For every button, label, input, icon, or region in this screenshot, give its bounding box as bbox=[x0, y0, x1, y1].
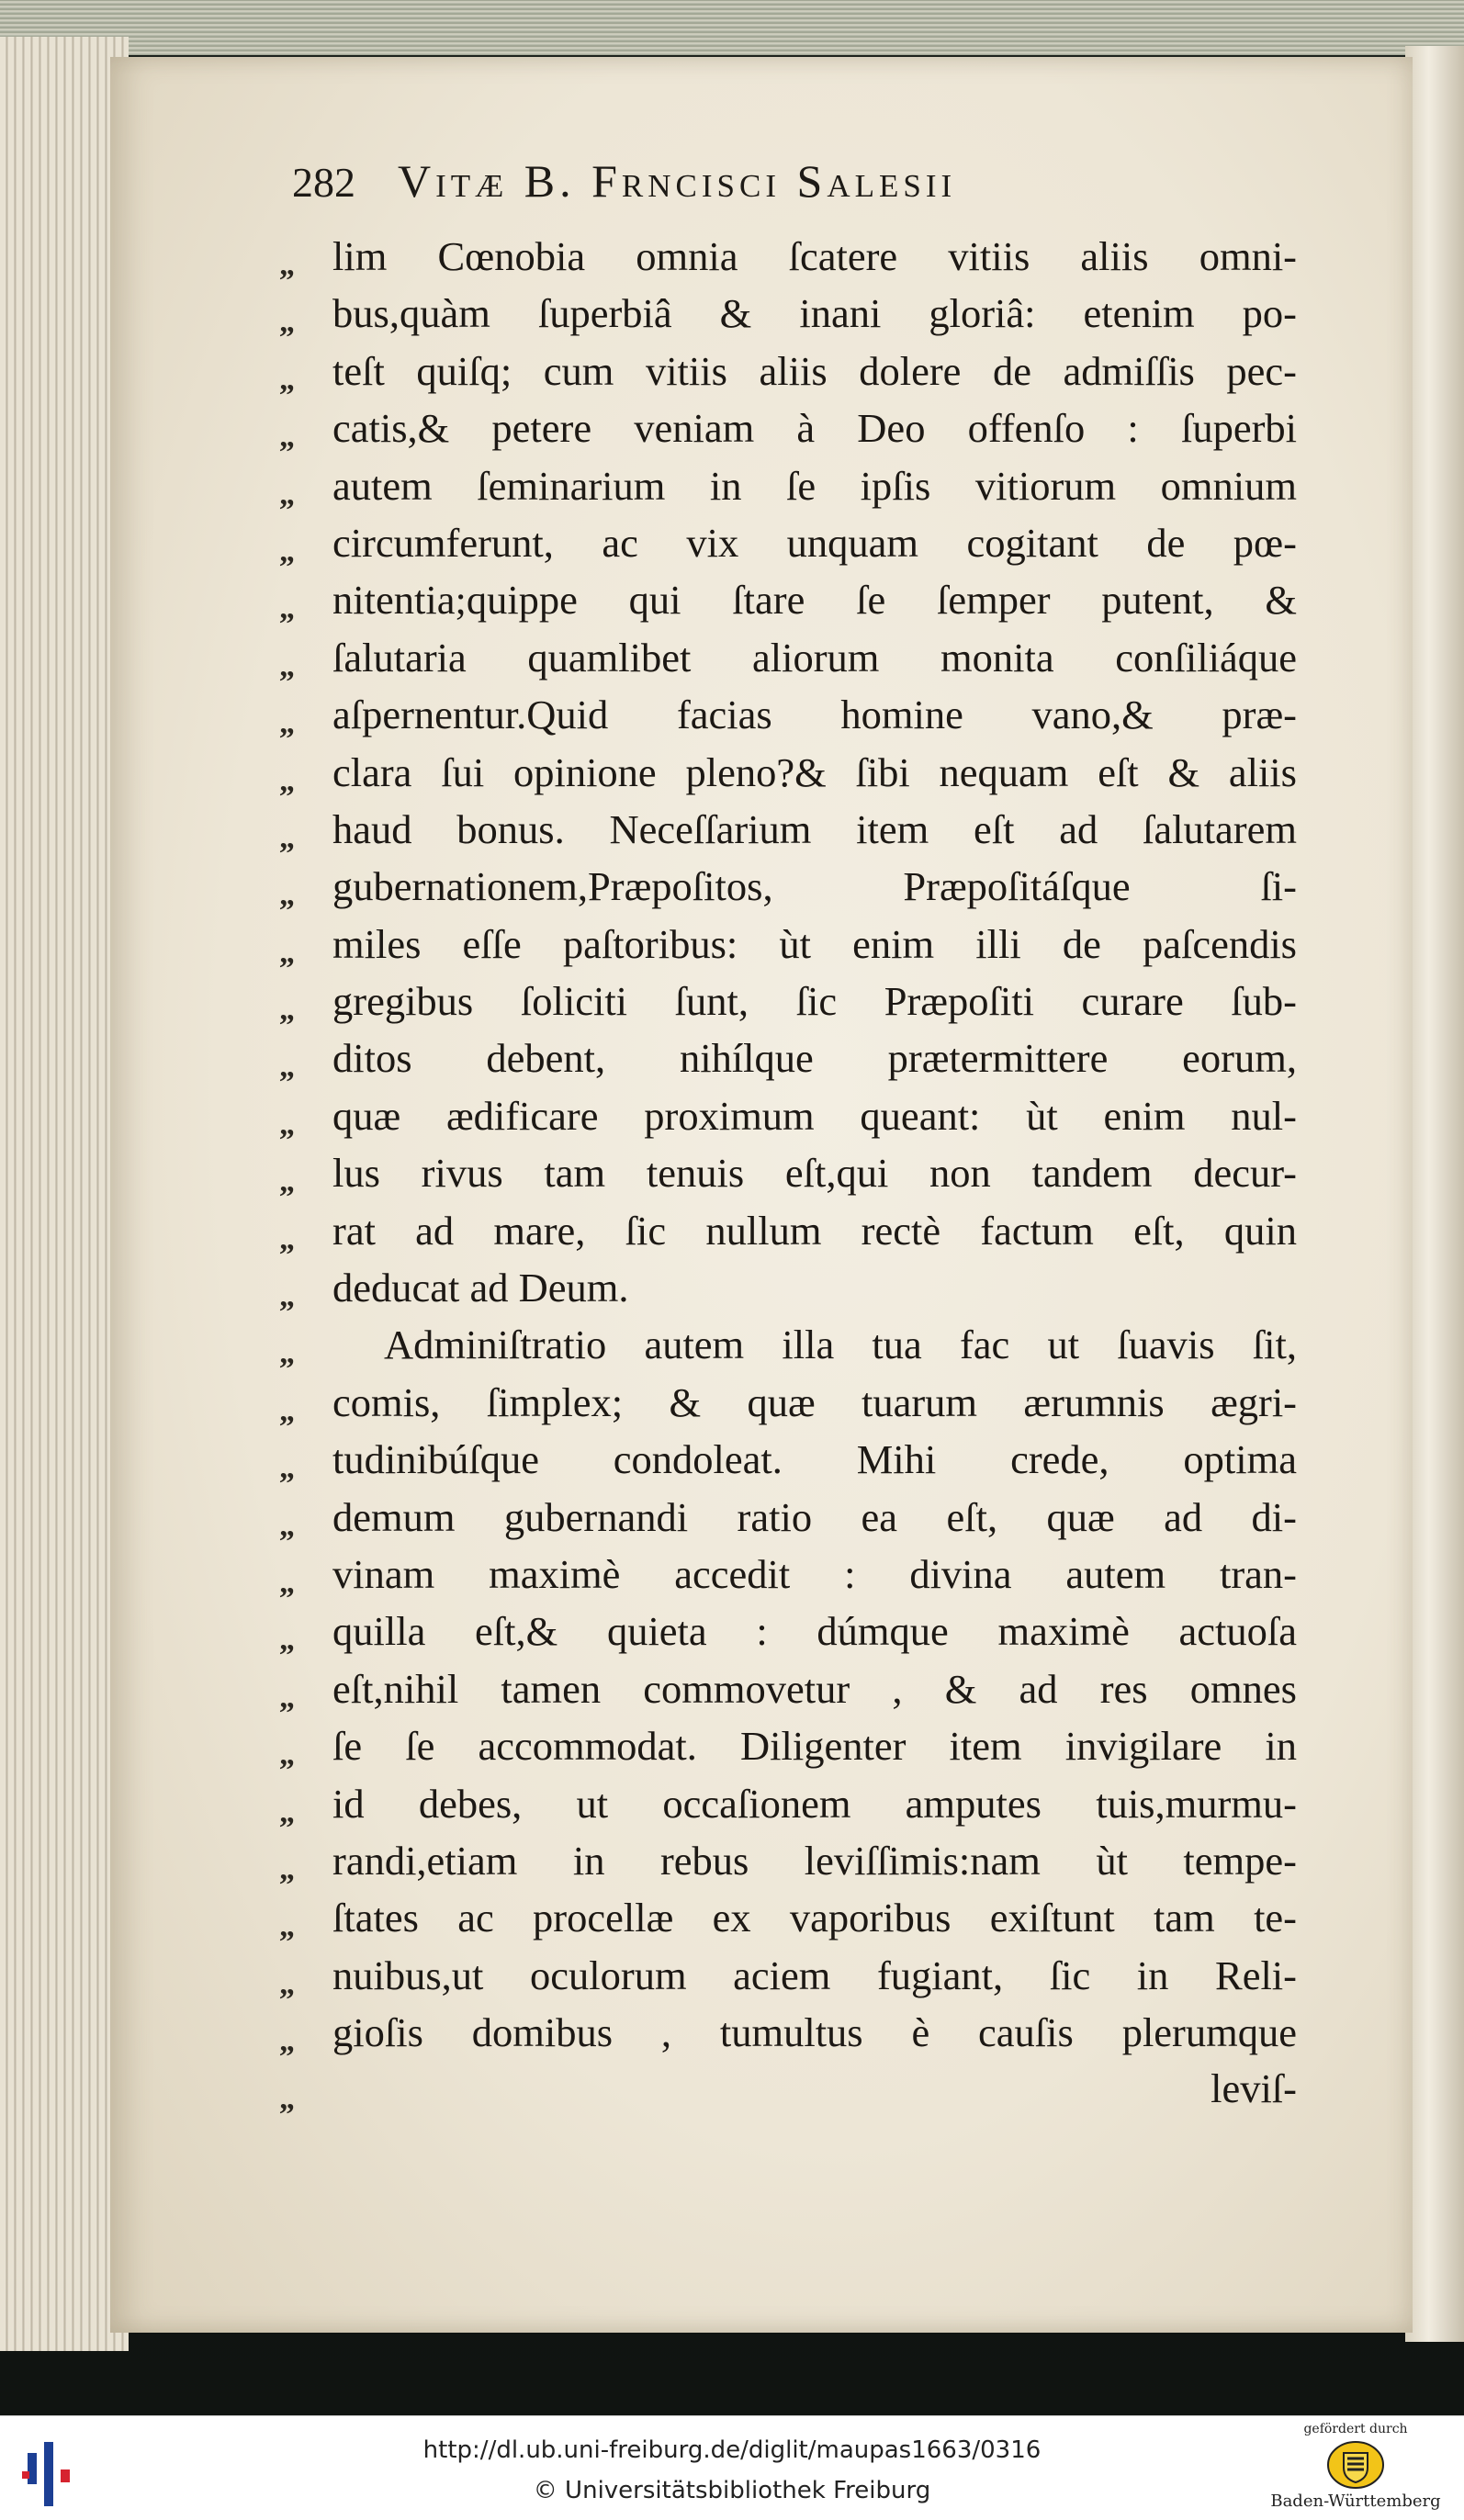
quotation-marks-column bbox=[279, 237, 325, 2128]
text-line: ditos debent, nihílque prætermittere eorum, bbox=[332, 1035, 1297, 1082]
catchword: leviſ- bbox=[1211, 2065, 1297, 2111]
running-head bbox=[292, 154, 1247, 228]
text-line: quæ ædificare proximum queant: ùt enim nul- bbox=[332, 1092, 1297, 1139]
quotation-mark: „ bbox=[279, 820, 295, 855]
page-number: 282 bbox=[292, 159, 355, 206]
text-line: aſpernentur.Quid facias homine vano,& præ- bbox=[332, 692, 1297, 738]
quotation-mark: „ bbox=[279, 477, 295, 512]
text-line: demum gubernandi ratio ea eſt, quæ ad di- bbox=[332, 1493, 1297, 1540]
funder-name: Baden-Württemberg bbox=[1270, 2492, 1441, 2511]
quotation-mark: „ bbox=[279, 763, 295, 798]
copyright-notice: © Universitätsbibliothek Freiburg bbox=[533, 2477, 931, 2504]
text-line: tudinibúſque condoleat. Mihi crede, optima bbox=[332, 1436, 1297, 1483]
quotation-mark: „ bbox=[279, 1738, 295, 1772]
quotation-mark: „ bbox=[279, 362, 295, 397]
quotation-mark: „ bbox=[279, 1336, 295, 1371]
quotation-mark: „ bbox=[279, 1451, 295, 1486]
quotation-mark: „ bbox=[279, 1508, 295, 1543]
quotation-mark: „ bbox=[279, 1794, 295, 1829]
quotation-mark: „ bbox=[279, 1851, 295, 1886]
text-line: haud bonus. Neceſſarium item eſt ad ſalutarem bbox=[332, 805, 1297, 852]
quotation-mark: „ bbox=[279, 1680, 295, 1715]
text-line: ſe ſe accommodat. Diligenter item invigilare in bbox=[332, 1723, 1297, 1770]
quotation-mark: „ bbox=[279, 706, 295, 741]
quotation-mark: „ bbox=[279, 878, 295, 913]
text-line: Adminiſtratio autem illa tua fac ut ſuavis ſit, bbox=[384, 1322, 1297, 1368]
text-line: catis,& petere veniam à Deo offenſo : ſuperbi bbox=[332, 405, 1297, 452]
quotation-mark: „ bbox=[279, 1279, 295, 1314]
text-line: nitentia;quippe qui ſtare ſe ſemper putent, & bbox=[332, 577, 1297, 624]
text-line: miles eſſe paſtoribus: ùt enim illi de paſcendis bbox=[332, 920, 1297, 967]
text-line: bus,quàm ſuperbiâ & inani gloriâ: etenim po- bbox=[332, 290, 1297, 337]
text-line: ſalutaria quamlibet aliorum monita conſiliáque bbox=[332, 634, 1297, 681]
text-line: ſtates ac procellæ ex vaporibus exiſtunt tam te- bbox=[332, 1895, 1297, 1941]
body-text bbox=[332, 228, 1297, 2062]
text-line: rat ad mare, ſic nullum rectè factum eſt, quin bbox=[332, 1207, 1297, 1254]
book-top-edge bbox=[0, 0, 1464, 55]
quotation-mark: „ bbox=[279, 1565, 295, 1600]
quotation-mark: „ bbox=[279, 2024, 295, 2059]
text-line: gioſis domibus , tumultus è cauſis plerumque bbox=[332, 2009, 1297, 2056]
text-line: circumferunt, ac vix unquam cogitant de pœ- bbox=[332, 519, 1297, 566]
text-line: teſt quiſq; cum vitiis aliis dolere de admiſſis pec- bbox=[332, 347, 1297, 394]
quotation-mark: „ bbox=[279, 1623, 295, 1658]
text-line: gubernationem,Præpoſitos, Præpoſitáſque ſi- bbox=[332, 863, 1297, 910]
quotation-mark: „ bbox=[279, 591, 295, 626]
quotation-mark: „ bbox=[279, 1164, 295, 1199]
book-page-edges bbox=[0, 37, 129, 2351]
quotation-mark: „ bbox=[279, 305, 295, 340]
text-line: lim Cœnobia omnia ſcatere vitiis aliis omni- bbox=[332, 233, 1297, 279]
text-line: comis, ſimplex; & quæ tuarum ærumnis ægri- bbox=[332, 1378, 1297, 1425]
text-line: lus rivus tam tenuis eſt,qui non tandem decur- bbox=[332, 1150, 1297, 1197]
text-line: randi,etiam in rebus leviſſimis:nam ùt tempe- bbox=[332, 1837, 1297, 1884]
quotation-mark: „ bbox=[279, 993, 295, 1028]
quotation-mark: „ bbox=[279, 935, 295, 970]
text-line: nuibus,ut oculorum aciem fugiant, ſic in Reli- bbox=[332, 1952, 1297, 1998]
quotation-mark: „ bbox=[279, 534, 295, 568]
funder-badge bbox=[1266, 2420, 1446, 2517]
quotation-mark: „ bbox=[279, 648, 295, 683]
text-line: clara ſui opinione pleno?& ſibi nequam eſt & aliis bbox=[332, 748, 1297, 795]
quotation-mark: „ bbox=[279, 420, 295, 455]
permalink-url[interactable]: http://dl.ub.uni-freiburg.de/diglit/maupas1663/0316 bbox=[422, 2436, 1042, 2464]
quotation-mark: „ bbox=[279, 1050, 295, 1085]
quotation-mark: „ bbox=[279, 1107, 295, 1142]
viewer-footer bbox=[0, 2415, 1464, 2520]
funder-caption: gefördert durch bbox=[1303, 2422, 1408, 2436]
text-line: id debes, ut occaſionem amputes tuis,murmu- bbox=[332, 1780, 1297, 1827]
quotation-mark: „ bbox=[279, 1966, 295, 2001]
text-line: vinam maximè accedit : divina autem tran- bbox=[332, 1550, 1297, 1597]
text-line: eſt,nihil tamen commovetur , & ad res omnes bbox=[332, 1665, 1297, 1712]
quotation-mark: „ bbox=[279, 1393, 295, 1428]
text-line: autem ſeminarium in ſe ipſis vitiorum omnium bbox=[332, 462, 1297, 509]
text-line: deducat ad Deum. bbox=[332, 1265, 629, 1311]
quotation-mark: „ bbox=[279, 1909, 295, 1944]
quotation-mark: „ bbox=[279, 2081, 295, 2116]
text-line: quilla eſt,& quieta : dúmque maximè actuoſa bbox=[332, 1608, 1297, 1655]
state-crest-icon bbox=[1323, 2440, 1388, 2490]
text-line: gregibus ſoliciti ſunt, ſic Præpoſiti curare ſub- bbox=[332, 978, 1297, 1025]
book-right-page-edge bbox=[1405, 46, 1464, 2342]
quotation-mark: „ bbox=[279, 248, 295, 282]
quotation-mark: „ bbox=[279, 1221, 295, 1256]
running-title: Vitæ B. Frncisci Salesii bbox=[398, 155, 957, 207]
